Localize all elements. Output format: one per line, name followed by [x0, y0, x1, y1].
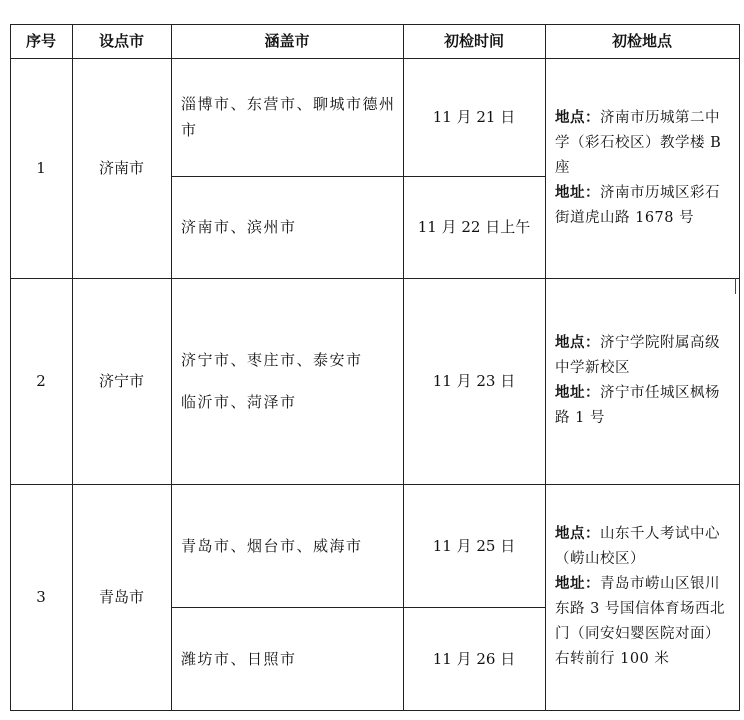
row1b-covered [171, 176, 403, 278]
row3-location [545, 484, 739, 710]
header-no: 序号 [25, 32, 56, 50]
header-city: 设点市 [98, 32, 144, 50]
row2-covered-line1: 济宁市、枣庄市、泰安市 [181, 351, 363, 369]
row3-no: 3 [36, 588, 46, 606]
row1-address-label: 地址： [555, 184, 600, 201]
row3b-covered [171, 607, 403, 710]
row1-venue [555, 106, 731, 181]
row3-venue [555, 522, 731, 572]
row3-venue-label: 地点： [555, 526, 600, 542]
row3a-covered-text: 青岛市、烟台市、威海市 [181, 536, 363, 555]
row1a-covered-text: 淄博市、东营市、聊城市德州市 [181, 95, 396, 139]
row3-city: 青岛市 [98, 588, 144, 606]
row3a-covered [171, 484, 403, 607]
row1-venue-label: 地点： [555, 109, 600, 126]
row1-location [545, 58, 739, 278]
row2-city: 济宁市 [98, 372, 144, 390]
row3b-time: 11 月 26 日 [432, 649, 516, 668]
row2-address-text: 济宁市任城区枫杨路 1 号 [555, 385, 720, 426]
row3b-covered-text: 潍坊市、日照市 [181, 649, 297, 668]
row3a-time: 11 月 25 日 [432, 536, 516, 555]
header-covered: 涵盖市 [264, 32, 310, 50]
row2-venue-text: 济宁学院附属高级中学新校区 [555, 335, 720, 376]
row2-no: 2 [36, 372, 46, 390]
row3-address-label: 地址： [555, 576, 600, 592]
row3-address [555, 572, 731, 672]
row2-venue-label: 地点： [555, 335, 600, 351]
row2-covered-line2: 临沂市、菏泽市 [181, 393, 297, 411]
row1-city: 济南市 [98, 159, 144, 177]
header-location: 初检地点 [611, 32, 672, 50]
header-time: 初检时间 [443, 32, 504, 50]
row1a-time: 11 月 21 日 [432, 108, 516, 126]
row2-address-label: 地址： [555, 385, 600, 401]
table-border-bottom [10, 710, 740, 711]
row1-address-text: 济南市历城区彩石街道虎山路 1678 号 [555, 184, 720, 226]
row1b-covered-text: 济南市、滨州市 [181, 218, 297, 236]
row1b-time: 11 月 22 日上午 [417, 218, 531, 236]
row3-venue-text: 山东千人考试中心（崂山校区） [555, 526, 720, 567]
table-border-right [739, 24, 740, 711]
row2-location [545, 278, 739, 484]
row2-time: 11 月 23 日 [432, 372, 516, 390]
row2-covered [171, 278, 403, 484]
row1-address [555, 181, 731, 231]
row1-no: 1 [36, 159, 46, 177]
row2-address [555, 381, 731, 431]
row1a-covered [171, 58, 403, 176]
row1-venue-text: 济南市历城第二中学（彩石校区）教学楼 B 座 [555, 109, 722, 176]
row3-address-text: 青岛市崂山区银川东路 3 号国信体育场西北门（同安妇婴医院对面）右转前行 100 米 [555, 576, 725, 667]
row2-venue [555, 331, 731, 381]
